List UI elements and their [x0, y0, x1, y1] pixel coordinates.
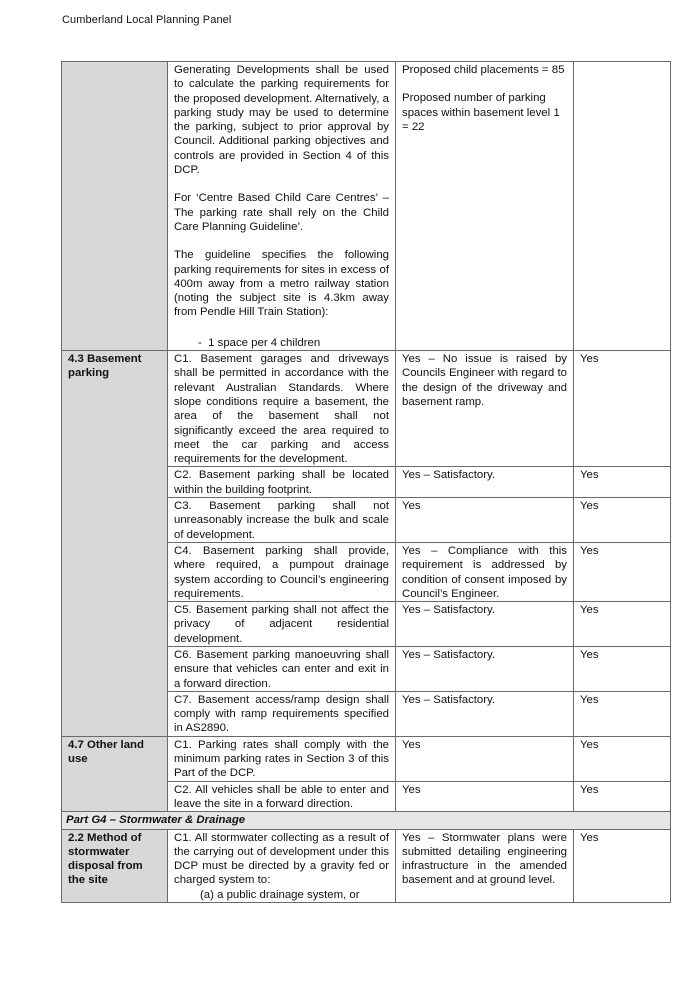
- control-cell: C4. Basement parking shall provide, where required, a pumpout drainage system according to Council’s engineering requirements.: [168, 542, 396, 601]
- compliance-cell: Yes: [574, 498, 671, 543]
- proposal-cell: Yes – Satisfactory.: [396, 691, 574, 736]
- page-header: Cumberland Local Planning Panel: [62, 14, 232, 26]
- part-heading: Part G4 – Stormwater & Drainage: [62, 812, 671, 829]
- compliance-cell: Yes: [574, 467, 671, 498]
- part-heading-row: [62, 812, 671, 829]
- proposal-cell: Yes: [396, 498, 574, 543]
- proposal-cell: Yes – Satisfactory.: [396, 646, 574, 691]
- compliance-cell: Yes: [574, 829, 671, 902]
- proposal-cell: Yes – Satisfactory.: [396, 602, 574, 647]
- control-cell: C5. Basement parking shall not affect the privacy of adjacent residential development.: [168, 602, 396, 647]
- control-cell: C1. Parking rates shall comply with the minimum parking rates in Section 3 of this Part of the DCP.: [168, 736, 396, 781]
- proposal-cell: Yes – Compliance with this requirement is addressed by condition of consent imposed by Council’s Engineer.: [396, 542, 574, 601]
- proposal-text: Proposed number of parking spaces within basement level 1 = 22: [402, 92, 560, 133]
- control-cell: C7. Basement access/ramp design shall comply with ramp requirements specified in AS2890.: [168, 691, 396, 736]
- proposal-cell: Yes: [396, 736, 574, 781]
- control-cell: [168, 62, 396, 351]
- control-cell: C6. Basement parking manoeuvring shall ensure that vehicles can enter and exit in a forward direction.: [168, 646, 396, 691]
- proposal-cell: Yes – Satisfactory.: [396, 467, 574, 498]
- compliance-cell: Yes: [574, 736, 671, 781]
- proposal-cell: Yes: [396, 781, 574, 812]
- control-cell: [168, 829, 396, 902]
- compliance-cell: Yes: [574, 781, 671, 812]
- sub-item: (a) a public drainage system, or: [200, 888, 360, 901]
- compliance-cell: Yes: [574, 691, 671, 736]
- control-text: The guideline specifies the following parking requirements for sites in excess of 400m away from a metro railway station (noting the subject site is 4.3km away from Pendle Hill Train Station):: [174, 249, 389, 319]
- proposal-cell: Yes – No issue is raised by Councils Engineer with regard to the design of the driveway and basement ramp.: [396, 351, 574, 467]
- control-cell: C3. Basement parking shall not unreasonably increase the bulk and scale of development.: [168, 498, 396, 543]
- control-cell: C2. Basement parking shall be located within the building footprint.: [168, 467, 396, 498]
- table-row: [62, 62, 671, 351]
- section-cell: 4.7 Other land use: [62, 736, 168, 811]
- bullet-item: - 1 space per 4 children: [198, 336, 321, 349]
- table-row: [62, 351, 671, 467]
- section-cell: 2.2 Method of stormwater disposal from the site: [62, 829, 168, 902]
- table-row: [62, 736, 671, 781]
- compliance-cell: Yes: [574, 602, 671, 647]
- proposal-cell: Yes – Stormwater plans were submitted detailing engineering infrastructure in the amended basement and at ground level.: [396, 829, 574, 902]
- table-row: [62, 829, 671, 902]
- compliance-table: [61, 61, 671, 903]
- compliance-cell: Yes: [574, 351, 671, 467]
- control-text: C1. All stormwater collecting as a result of the carrying out of development under this DCP must be directed by a gravity fed or charged system to:: [174, 831, 389, 887]
- control-cell: C1. Basement garages and driveways shall be permitted in accordance with the relevant Australian Standards. Where slope conditions require a basement, the area of the basement shall not significantly exceed the area required to meet the car parking and access requirements for the development.: [168, 351, 396, 467]
- compliance-cell: [574, 62, 671, 351]
- control-text: Generating Developments shall be used to calculate the parking requirements for the proposed development. Alternatively, a parking study may be used to determine the parking, subject to prior approval by Council. Additional parking objectives and controls are provided in Section 4 of this DCP.: [174, 64, 389, 177]
- section-cell: [62, 62, 168, 351]
- compliance-cell: Yes: [574, 646, 671, 691]
- control-cell: C2. All vehicles shall be able to enter and leave the site in a forward direction.: [168, 781, 396, 812]
- proposal-text: Proposed child placements = 85: [402, 64, 565, 76]
- compliance-cell: Yes: [574, 542, 671, 601]
- bullet-text: 1 space per 4 children: [208, 336, 321, 349]
- proposal-cell: [396, 62, 574, 351]
- control-text: For ‘Centre Based Child Care Centres’ – The parking rate shall rely on the Child Care Planning Guideline’.: [174, 192, 389, 233]
- section-cell: 4.3 Basement parking: [62, 351, 168, 737]
